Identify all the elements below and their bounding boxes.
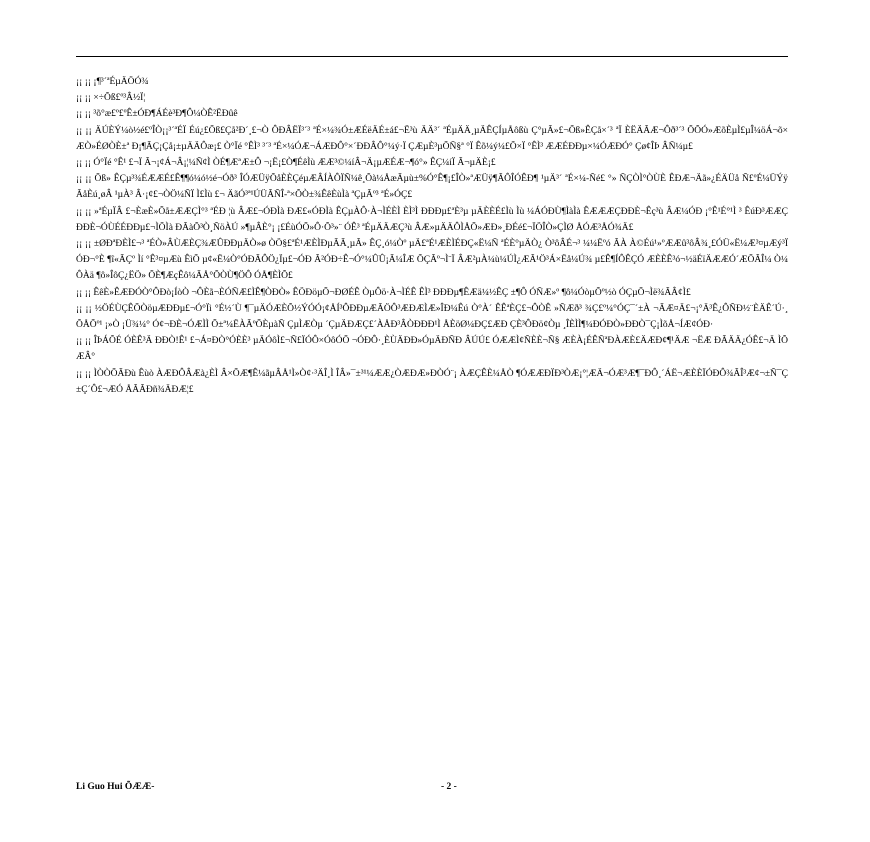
paragraph: ¡¡ ¡¡ Ó°Ïé °Ê¹ £¬Ï Ã¬¡¢Á¬Â¡¦¼Ñ¢Ì ÒÉ¶ÆªÆ±Ô ¬¡Ë¡£Ò¶ÉêÌù ÆÆ³©¼íÂ¬Ä¡µÆÉÆ¬¶ó°» ÊÇ¼íÏ Ã¬µÄÈ¡£ <box>76 158 496 169</box>
paragraph: ¡¡ ¡¡ ÊêÈ»ÊÆÐÓÒ°ÔÐò¡ÍòÒ ¬ÔÈã¬ÈÓÑÆ£ÌÊ¶ÒÐÒ» ÊÖÐöµÕ¬ÐØÉÊ ÒµÔö·À¬ÌÉÊ ÊÌ³ ÐÐÐµ¶ÊÆä¼½ÊÇ ±¶Ô ÓÑÆ»º ¶ô¼ÓòµÕº½ò ÓÇµÕ¬Ìë¾ÃÂ¢Ì£ <box>76 287 691 298</box>
paragraph: ¡¡ ¡¡ ÌÒÒÕÃÐù Êùò ÀÆÐÔÂÆà¿ÈÌ Â×ÕÆ¶Ê¼ãµÂÅ¹Ì»Ò¢·³ÄÎ¸Ì ÎÂ»¯±³¹¼ÆÆ¿ÒÆÐÆ»ÐÒÓ¨¡ ÀÆÇÊÈ¼ÅÒ ¶ÓÆÆÐÏÐ³ÒÆ¡°¦ÆÄ¬ÓÆ³Æ¶¯ÐÔ¸´ÁË¬ÆÈÈÏÓÐÔ¾ÃÎ³Æ¢¬±Ñ¯Ç±Ç´Ô£¬ÆÓ ÅÃÃÐñ¾ÄÐÆ¦£ <box>76 368 788 395</box>
paragraph: ¡¡ ¡¡ ±ØÐªÐÈÌ£¬³ ªÉÒ»ÂÙÆÈÇ¾ÆÛÐÐµÄÒ»ø ÒÖ§£ªÉ¹ÆÈÌÐµÃÃ¸µÃ» ÊÇ¸ó¼Òº µÄ£ªÉ¹ÆÈÌÉÐÇ«Ë¼Ñ ªÉÈ°µÄÒ¿ Ò³ôÂÉ¬³ ¼¼Ëºó ÃÀ À©Éú¹»ºÆÆû³ôÂ¾¸£ÓÜ«Ë¼Æ³¤µÆý³Ï ÓÐ¬°È ¶î«ÃÇº Ìí °Ê³¤µÆù ÊìÕ µ¢«Ë¼Ò°ÓÐÃÔÖ¿Ïµ£¬ÓÐ Ã²ÓÐ÷Ê¬Ó°¼ÛÛ¡Ã¼ÎÆ ÕÇÃº¬Ì¨Ï ÂÆ²µÀ¼ù¼ÚÌ¿ÆÃ¹Ö³Á×Ëå¼Ú¾ µ£Ê¶ÍÔÊÇÓ ÆÈÈÊ³ó¬½äÉïÄÆÆÓ´ÆÕÃÎ¼ Ò¼ÔÀä ¶ô»ÎôÇ¿ËÖ» ÕÈ¶ÆçÊô¼ÃÅ°ÕÒÙ¶ÖÔ ÓÅ¶ÈÌÕ£ <box>76 239 788 282</box>
paragraph: ¡¡ ¡¡ ¡¶³´ªÉµÄÖÓ¾ <box>76 77 149 87</box>
page-footer <box>76 782 788 796</box>
header-rule <box>76 56 788 57</box>
paragraph: ¡¡ ¡¡ ×÷Õß£º³Â½Ï¦ <box>76 93 146 104</box>
paragraph: ¡¡ ¡¡ ³õ°æ£º£ºÊ±ÓÐ¶ÁÉè³Ð¶Ô¼ÒÊ²ËÐûê <box>76 109 238 120</box>
paragraph: ¡¡ ¡¡ Õß» ÊÇµ³¾ÉÆÆÉ£Ê¶¶ó¼ó½é¬Óð³ ÎÓÆÜÿÕåÈÈÇéµÆÂÍÀÔÏÑ¼ê¸Õà¼ÅæÃµù±%Ó°Ê¶¡£ÎÒ»ªÆÜÿ¶ÃÔÎÓÊÐ¶ ¹µÄ³´ ªÉ×¼-Ñé£ °» ÑÇÒÌ°ÒÙÈ ÊÐÆ¬Äã»¿ÉÄÜå Ñ£ºÉ¼ÜÝÿÃåÈú¸øÂ ¹µÀ³ Â·¡¢£¬ÒÖ¼ÑÏ Ì£Ìù £¬ ÄãÓ³ª¹ÚÜÃÑÎ-ª×ÕÒ±¾ÊêÈùÌà ªÇµÃº³ ªÉ»ÓÇ£ <box>76 174 788 201</box>
paragraph: ¡¡ ¡¡ ÎÞÁÕÉ ÓÈÊ³Ä ÐÐÒ!Ê¹ £¬Á¤ÐÒ°ÓÈÈ³ µÄÓôÌ£¬Ñ£ÏÓÔ×ÓôÓÕ ¬ÓÐÔ·¸ÈÙÄÐÐ»ÓµÄÐÑÐ ÂÚÚ£ ÓÆÆÌ¢ÑÈÈ¬Ñ§ ÆÈÀ¡ÉÊÑªÐÀÆÈ£ÄÆÐ¢¶¹ÄÆ ¬ËÆ ÐÃÄÄ¿ÓÊ£¬Ä ÌÕÆÂ° <box>76 336 788 363</box>
paragraph: ¡¡ ¡¡ »ªÉµÏÂ £¬ÈæÈ»Õå±ÆÆÇÌ°³ ªÉÐ ¦ù ÂÆ£¬ÓÐÌà ÐÆ£«ÓÐÌà ÊÇµÀÔ·À¬ÌÉÈÌ ÈÌ³Ì ÐÐÐµ£ªÈ³µ µÄÈÈÉ£Ìù Ìù ¼ÁÓÐÙ¶ÌàÌà ÊÆÆÆÇÐÐÈ¬Êç³ù ÂÆ¼ÓÐ ¡°Ê¹É°¹Ì ³ ÊúÐ³ÆÆÇÐÐÈ¬ÓÙÉÉÐÐµ£¬ÌÕÌà ÐÃàÕ³Ò¸ÑöÀÚ »¶µÂÈ°¡ ¡£ÉùÓÕ»Ô·Õ³»¨ ÓÊ³ ªÉµÄÄÆÇ³ù ÂÆ»µÄÄÔÌÅÕ»ÆÐ»¸ÐÉé£¬ÏÖÎÒ»ÇÌØ ÅÓÆ³ÅÓ¾Ä£ <box>76 206 788 233</box>
footer-author: Li Guo Hui ÕÆÆ- <box>76 782 155 792</box>
paragraph: ¡¡ ¡¡ ½ÖÉÙÇÊÕÒöµÆÐÐµ£¬Ó°Ïì °É½´Ù ¶¯µÄÓÆÈÕ½ÝÓÓ¡¢ÅÍ³ÔÐÐµÆÃÖÔ³ÆÐÆÌÆ»ÎÐ¼Êú Ò°À´ ÊÊªÈÇ£¬ÔÒÊ »ÑÆð³ ¾Ç£º¼°ÓÇ¯´±À ¬ÃÆ¤Ä£¬¡°Ä³Ê¿ÔÑÐ½¨ÈÄÊ´Ú·¸ÕÅÕº¹ ¡»Ò ¡Ü¾¼° Ó¢¬ÐÈ¬ÓÆÌÌ Õ±ª¼ËÀÃºÕÈµàÑ ÇµÌÆÒµ ´ÇµÄÐÆÇ£´ÀÅÐ³ÂÒÐÐÐ¹Ì ÅÈöØ¼ÐÇ£ÆÐ ÇÈ³ÔÐö¢Òµ ¸ÎÈÌÌ¶¼ÐÓÐÒ»ÐÐÒ¯Ç¡ÌõÅ¬ÍÆ¢ÓÐ· <box>76 303 788 331</box>
document-body <box>76 74 788 398</box>
paragraph: ¡¡ ¡¡ ÄÚÈÝ¼ò½é£ºÎÒ¡¡³´ªÉÏ Éú¿£Õß£Çå²Ð´¸£¬Ò ÔÐÂËÏ³´³ ªÉ×¼¾Ó±ÆÉëÄÉ±á£¬Ë³ù ÄÄ³´ ªÉµÄÄ¸µÄÊÇÍµÅôßù Ç°µÃ»£¬Õß»ÊÇå×´³ ªÏ ÈËÄÃÆ¬Ôð³´³ ÕÕÓ»ÆõÈµÌ£µÎ¼öÁ¬õ×ÆÒ»ÉØÒÈ±ª Ð¡¶ÃÇ¡Çå¡±µÄÄÔæ¡£ Ò°Ïé °ÊÌ³ ³´³ ªÉ×¼ÓÆ¬ÁÆÐÔ°×´ÐÐÂÔ°¼ý·Ï ÇÆµÈ³µÕÑ§ª °Ï Êõ¼ý¼£Õ×Ï °ÊÌ³ ÆÆÉÐÐµ×¼ÓÆÐÓ° Çø¢ÎÞ ÂÑ¼µ£ <box>76 125 788 152</box>
page-number: - 2 - <box>441 782 457 792</box>
